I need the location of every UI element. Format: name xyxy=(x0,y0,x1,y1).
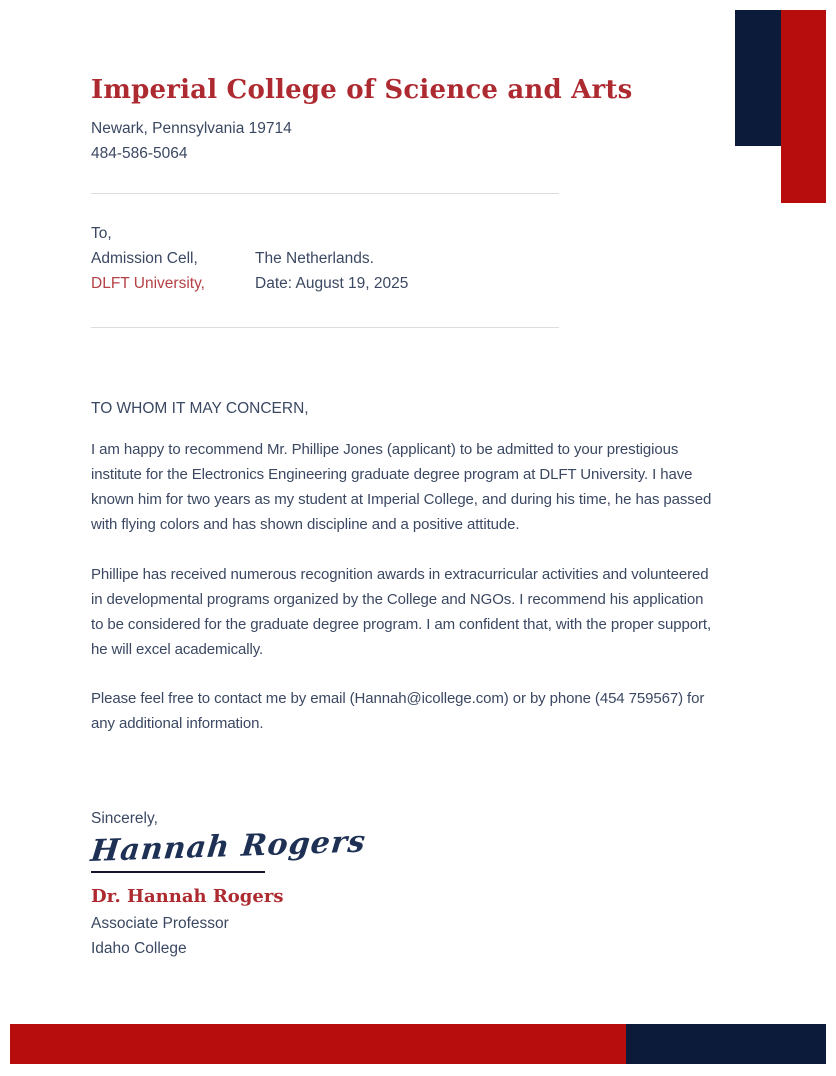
letter-closing: Sincerely, xyxy=(91,810,158,827)
top-right-red-block xyxy=(781,10,826,203)
college-address: Newark, Pennsylvania 19714 xyxy=(91,120,292,137)
top-right-navy-block xyxy=(735,10,781,146)
divider-bottom xyxy=(91,327,559,328)
college-phone: 484-586-5064 xyxy=(91,145,188,162)
college-name-heading: Imperial College of Science and Arts xyxy=(91,75,633,105)
letter-paragraph-2: Phillipe has received numerous recognition awards in extracurricular activities and volunteered in developmental programs organized by the College and NGOs. I recommend his application to be considered for the graduate degree program. I am confident that, with the proper support, he will excel academically. xyxy=(91,566,712,658)
divider-top xyxy=(91,193,559,194)
recipient-university: DLFT University, xyxy=(91,275,205,292)
letter-paragraph-3: Please feel free to contact me by email (Hannah@icollege.com) or by phone (454 759567) for any additional information. xyxy=(91,690,705,732)
signature-underline xyxy=(91,871,265,873)
recipient-line1: Admission Cell, xyxy=(91,250,198,267)
letter-date: Date: August 19, 2025 xyxy=(255,275,409,292)
bottom-navy-bar xyxy=(626,1024,826,1064)
bottom-red-bar xyxy=(10,1024,626,1064)
handwritten-signature: Hannah Rogers xyxy=(89,824,368,869)
recipient-salutation: To, xyxy=(91,225,112,242)
signer-role: Associate Professor xyxy=(91,915,229,932)
signer-organization: Idaho College xyxy=(91,940,187,957)
letter-paragraph-1: I am happy to recommend Mr. Phillipe Jones (applicant) to be admitted to your prestigious institute for the Electronics Engineering graduate degree program at DLFT University. I have known him for two years as my student at Imperial College, and during his time, he has passed with flying colors and has shown discipline and a positive attitude. xyxy=(91,441,712,533)
recipient-country: The Netherlands. xyxy=(255,250,374,267)
letter-greeting: TO WHOM IT MAY CONCERN, xyxy=(91,400,309,417)
signer-name: Dr. Hannah Rogers xyxy=(91,886,284,907)
